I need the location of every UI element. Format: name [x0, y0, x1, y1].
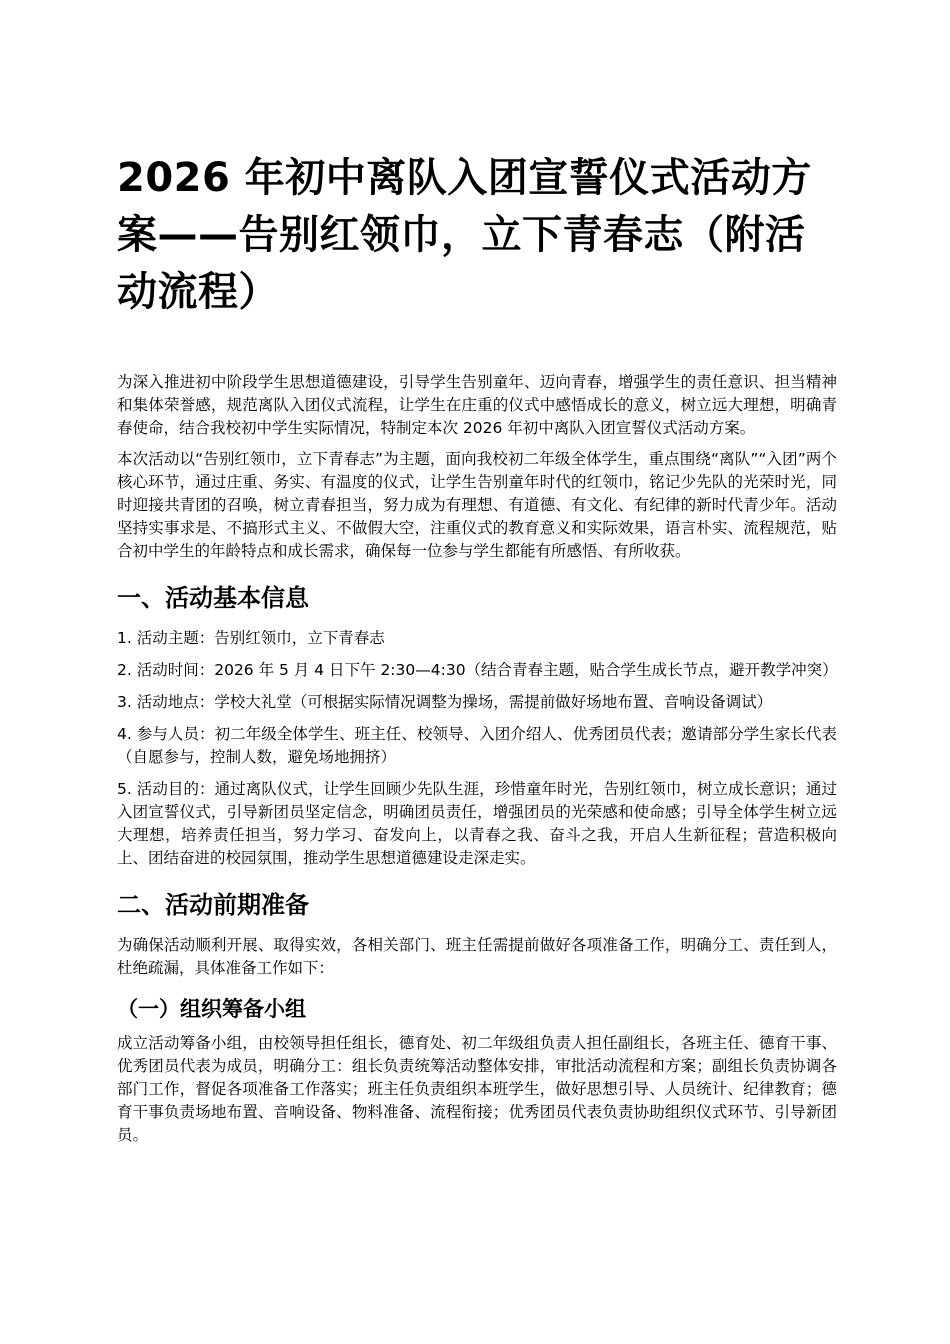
list-item-participants: 4. 参与人员：初二年级全体学生、班主任、校领导、入团介绍人、优秀团员代表；邀请部分学生家长代表（自愿参与，控制人数，避免场地拥挤） [117, 725, 837, 766]
subsection-heading-committee: （一）组织筹备小组 [117, 997, 306, 1021]
committee-paragraph: 成立活动筹备小组，由校领导担任组长，德育处、初二年级组负责人担任副组长，各班主任、德育干事、优秀团员代表为成员，明确分工：组长负责统筹活动整体安排，审批活动流程和方案；副组长负责协调各部门工作，督促各项准备工作落实；班主任负责组织本班学生，做好思想引导、人员统计、纪律教育；德育干事负责场地布置、音响设备、物料准备、流程衔接；优秀团员代表负责协助组织仪式环节、引导新团员。 [117, 1034, 837, 1144]
preparation-intro: 为确保活动顺利开展、取得实效，各相关部门、班主任需提前做好各项准备工作，明确分工、责任到人，杜绝疏漏，具体准备工作如下： [117, 936, 837, 977]
list-item-time: 2. 活动时间：2026 年 5 月 4 日下午 2:30—4:30（结合青春主题，贴合学生成长节点，避开教学冲突） [117, 661, 838, 679]
intro-paragraph-2: 本次活动以“告别红领巾，立下青春志”为主题，面向我校初二年级全体学生，重点围绕“离队”“入团”两个核心环节，通过庄重、务实、有温度的仪式，让学生告别童年时代的红领巾，铭记少先队的光荣时光，同时迎接共青团的召唤，树立青春担当，努力成为有理想、有道德、有文化、有纪律的新时代青少年。活动坚持实事求是、不搞形式主义、不做假大空，注重仪式的教育意义和实际效果，语言朴实、流程规范，贴合初中学生的年龄特点和成长需求，确保每一位参与学生都能有所感悟、有所收获。 [117, 450, 837, 560]
list-item-location: 3. 活动地点：学校大礼堂（可根据实际情况调整为操场，需提前做好场地布置、音响设备调试） [117, 693, 773, 711]
document-title: 2026 年初中离队入团宣誓仪式活动方案——告别红领巾，立下青春志（附活动流程） [117, 155, 812, 315]
document-page [117, 150, 837, 1155]
list-item-theme: 1. 活动主题：告别红领巾，立下青春志 [117, 629, 385, 647]
list-item-purpose: 5. 活动目的：通过离队仪式，让学生回顾少先队生涯，珍惜童年时光，告别红领巾，树立成长意识；通过入团宣誓仪式，引导新团员坚定信念，明确团员责任，增强团员的光荣感和使命感；引导全体学生树立远大理想，培养责任担当，努力学习、奋发向上，以青春之我、奋斗之我，开启人生新征程；营造积极向上、团结奋进的校园氛围，推动学生思想道德建设走深走实。 [117, 780, 837, 867]
intro-paragraph-1: 为深入推进初中阶段学生思想道德建设，引导学生告别童年、迈向青春，增强学生的责任意识、担当精神和集体荣誉感，规范离队入团仪式流程，让学生在庄重的仪式中感悟成长的意义，树立远大理想，明确青春使命，结合我校初中学生实际情况，特制定本次 2026 年初中离队入团宣誓仪式活动方案。 [117, 373, 837, 437]
section-heading-basic-info: 一、活动基本信息 [117, 584, 309, 612]
section-heading-preparation: 二、活动前期准备 [117, 891, 309, 919]
